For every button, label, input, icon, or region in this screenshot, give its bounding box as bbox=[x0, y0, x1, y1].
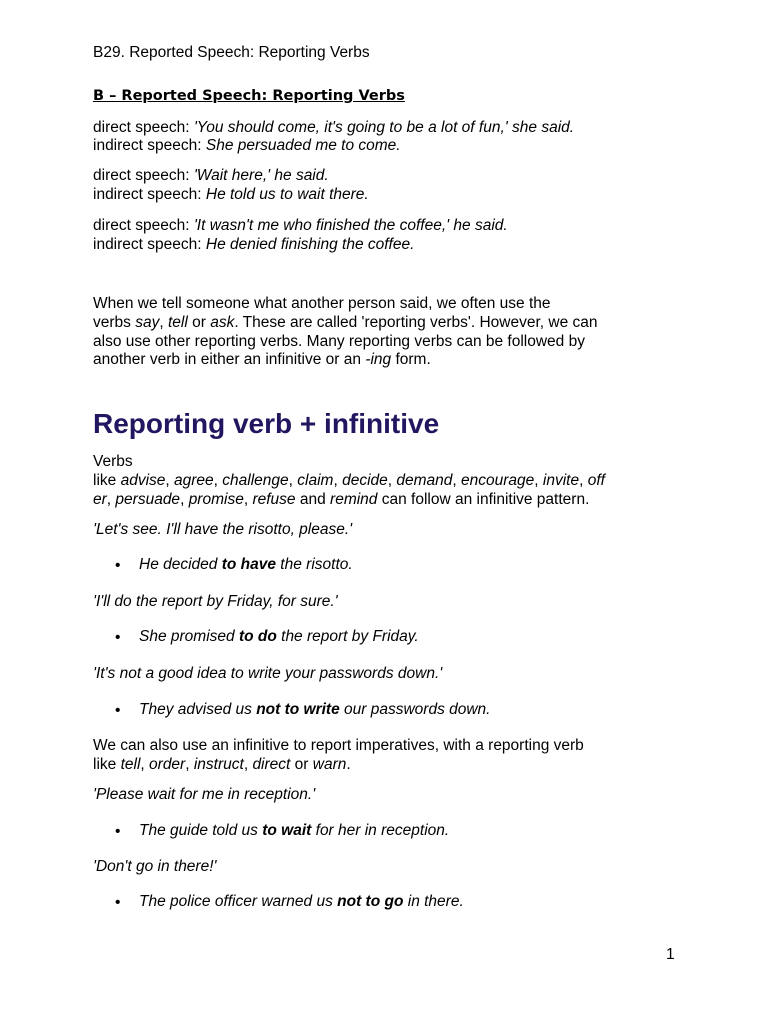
quote-4: 'Please wait for me in reception.' bbox=[93, 786, 316, 803]
example-2-direct: direct speech: 'Wait here,' he said. bbox=[93, 167, 329, 184]
bullet-2: • bbox=[115, 629, 121, 646]
quote-2: 'I'll do the report by Friday, for sure.' bbox=[93, 593, 338, 610]
verbs-line-3: er, persuade, promise, refuse and remind can follow an infinitive pattern. bbox=[93, 491, 590, 508]
subheading: B – Reported Speech: Reporting Verbs bbox=[93, 88, 405, 104]
quote-3: 'It's not a good idea to write your passwords down.' bbox=[93, 665, 443, 682]
section-title: Reporting verb + infinitive bbox=[93, 408, 440, 439]
bullet-4: • bbox=[115, 823, 121, 840]
example-2-indirect: indirect speech: He told us to wait there. bbox=[93, 186, 369, 203]
bullet-1: • bbox=[115, 557, 121, 574]
page-number: 1 bbox=[666, 946, 675, 963]
intro-line-2: verbs say, tell or ask. These are called 'reporting verbs'. However, we can bbox=[93, 314, 598, 331]
intro-line-4: another verb in either an infinitive or an -ing form. bbox=[93, 351, 431, 368]
example-3-indirect: indirect speech: He denied finishing the coffee. bbox=[93, 236, 415, 253]
verbs-line-1: Verbs bbox=[93, 453, 133, 470]
bullet-text-4: The guide told us to wait for her in reception. bbox=[139, 822, 450, 839]
imperatives-line-2: like tell, order, instruct, direct or warn. bbox=[93, 756, 351, 773]
verbs-line-2: like advise, agree, challenge, claim, decide, demand, encourage, invite, off bbox=[93, 472, 605, 489]
example-1-indirect: indirect speech: She persuaded me to come. bbox=[93, 137, 401, 154]
example-1-direct: direct speech: 'You should come, it's going to be a lot of fun,' she said. bbox=[93, 119, 575, 136]
bullet-3: • bbox=[115, 702, 121, 719]
bullet-text-3: They advised us not to write our passwords down. bbox=[139, 701, 491, 718]
bullet-text-2: She promised to do the report by Friday. bbox=[139, 628, 419, 645]
bullet-5: • bbox=[115, 894, 121, 911]
bullet-text-1: He decided to have the risotto. bbox=[139, 556, 353, 573]
intro-line-1: When we tell someone what another person said, we often use the bbox=[93, 295, 551, 312]
page-header: B29. Reported Speech: Reporting Verbs bbox=[93, 44, 370, 61]
quote-5: 'Don't go in there!' bbox=[93, 858, 217, 875]
bullet-text-5: The police officer warned us not to go in there. bbox=[139, 893, 464, 910]
quote-1: 'Let's see. I'll have the risotto, please.' bbox=[93, 521, 353, 538]
example-3-direct: direct speech: 'It wasn't me who finished the coffee,' he said. bbox=[93, 217, 508, 234]
intro-line-3: also use other reporting verbs. Many reporting verbs can be followed by bbox=[93, 333, 585, 350]
imperatives-line-1: We can also use an infinitive to report imperatives, with a reporting verb bbox=[93, 737, 584, 754]
